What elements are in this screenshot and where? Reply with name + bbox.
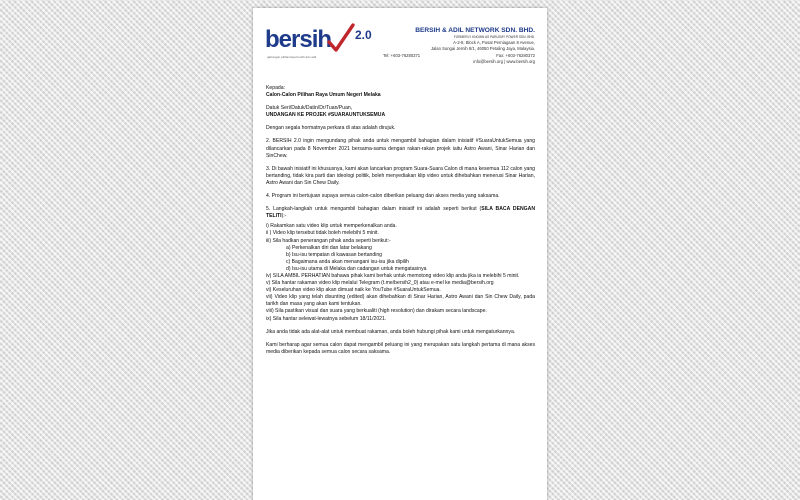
step-v: v) Sila hantar rakaman video klip melalui Telegram (t.me/bersih2_0) atau e-mel ke media@bersih.org [266,280,494,287]
company-info [383,27,535,66]
letter-body [266,85,535,356]
company-name: BERSIH & ADIL NETWORK SDN. BHD. [415,27,535,34]
address-line-1: A-2-8, Block A, Pusat Perniagaan 8 Avenue, [453,40,535,45]
logo-wordmark: bersih [265,26,332,53]
paragraph-5 [266,206,535,220]
paragraph-5-emphasis: SILA BACA DENGAN TELITI [266,206,536,220]
web-contact: info@bersih.org | www.bersih.org [473,59,535,65]
paragraph-5-lead: 5. Langkah-langkah untuk mengambil bahagian dalam inisiatif ini adalah seperti berikut ( [266,206,482,213]
salutation: Datuk Seri/Datuk/Datin/Dr/Tuan/Puan, [266,105,353,112]
letterhead [253,8,547,78]
closing-paragraph-1: Jika anda tidak ada alat-alat untuk membuat rakaman, anda boleh hubungi pihak kami untuk mengaturkannya. [266,328,516,335]
sub-step-b: b) Isu-isu tempatan di kawasan bertanding [286,251,382,258]
paragraph-4: 4. Program ini bertujuan supaya semua calon-calon diberikan peluang dan akses media yang saksama. [266,193,500,200]
step-vii: vii) Video klip yang telah disunting (edited) akan dihebahkan di Sinar Harian, Astro Awani dan Sin Chew Daily, pada tarikh dan masa yang akan kami tentukan. [266,294,535,308]
step-ix: ix) Sila hantar selewat-lewatnya sebelum 18/11/2021. [266,315,387,322]
telephone: Tel: +603-76280371 [383,52,421,58]
step-iv: iv) SILA AMBIL PERHATIAN bahawa pihak kami berhak untuk memotong video klip anda jika ia melebihi 5 minit. [266,272,520,279]
address-line-2: Jalan Sungai Jernih 8/1, 46050 Petaling Jaya, Malaysia. [430,46,535,52]
bersih-logo [265,26,383,66]
checkmark-icon [323,22,357,56]
step-iii: iii) Sila hadkan penerangan pihak anda seperti berikut:- [266,237,391,244]
step-viii: viii) Sila pastikan visual dan suara yang berkualiti (high resolution) dan dirakam secara landscape. [266,308,487,315]
opening-line: Dengan segala hormatnya perkara di atas adalah dirujuk. [266,125,396,132]
letter-page [253,8,547,500]
paragraph-5-tail: ):- [281,213,287,220]
closing-paragraph-2: Kami berharap agar semua calon dapat mengambil peluang ini yang merupakan satu langkah pertama di mana akses media diberikan kepada semua calon secara saksama. [266,341,535,355]
fax: Fax: +603-76280372 [496,52,535,58]
subject-line: UNDANGAN KE PROJEK #SUARAUNTUKSEMUA [266,112,386,119]
paragraph-3: 3. Di bawah inisiatif ini khususnya, kami akan lancarkan program Suara-Suara Calon di mana kesemua 112 calon yang bertanding, tidak kira parti dan ideologi politik, boleh menyediakan klip video untuk dihebahkan menerusi Sinar Harian, Astro Awani dan Sin Chew Daily. [266,165,535,186]
paragraph-2: 2. BERSIH 2.0 ingin mengundang pihak anda untuk mengambil bahagian dalam inisiatif #SuaraUntukSemua yang dilancarkan pada 8 November 2021 bersama-sama dengan rakan-rakan projek iaitu Astro Awani, Sinar Harian dan SinChew. [266,138,535,159]
logo-version: 2.0 [355,28,372,42]
step-i: i) Rakamkan satu video klip untuk memperkenalkan anda. [266,223,397,230]
sub-step-a: a) Perkenalkan diri dan latar belakang [286,244,372,251]
to-label: Kepada: [266,85,285,91]
step-ii: ii ) Video klip tersebut tidak boleh melebihi 5 minit. [266,230,379,237]
addressee: Calon-Calon Pilihan Raya Umum Negeri Melaka [266,92,381,99]
sub-step-c: c) Bagaimana anda akan menangani isu-isu jika dipilih [286,258,409,265]
step-vi: vi) Keseluruhan video klip akan dimuat naik ke YouTube #SuaraUntukSemua. [266,287,441,294]
logo-tagline: gabungan pilihanraya bersih dan adil [267,55,317,59]
former-name: FORMERLY KNOWN AS PARLEMY POWER SDN. BHD. [453,35,535,39]
sub-step-d: d) Isu-isu utama di Melaka dan cadangan untuk mengatasinya [286,265,427,272]
